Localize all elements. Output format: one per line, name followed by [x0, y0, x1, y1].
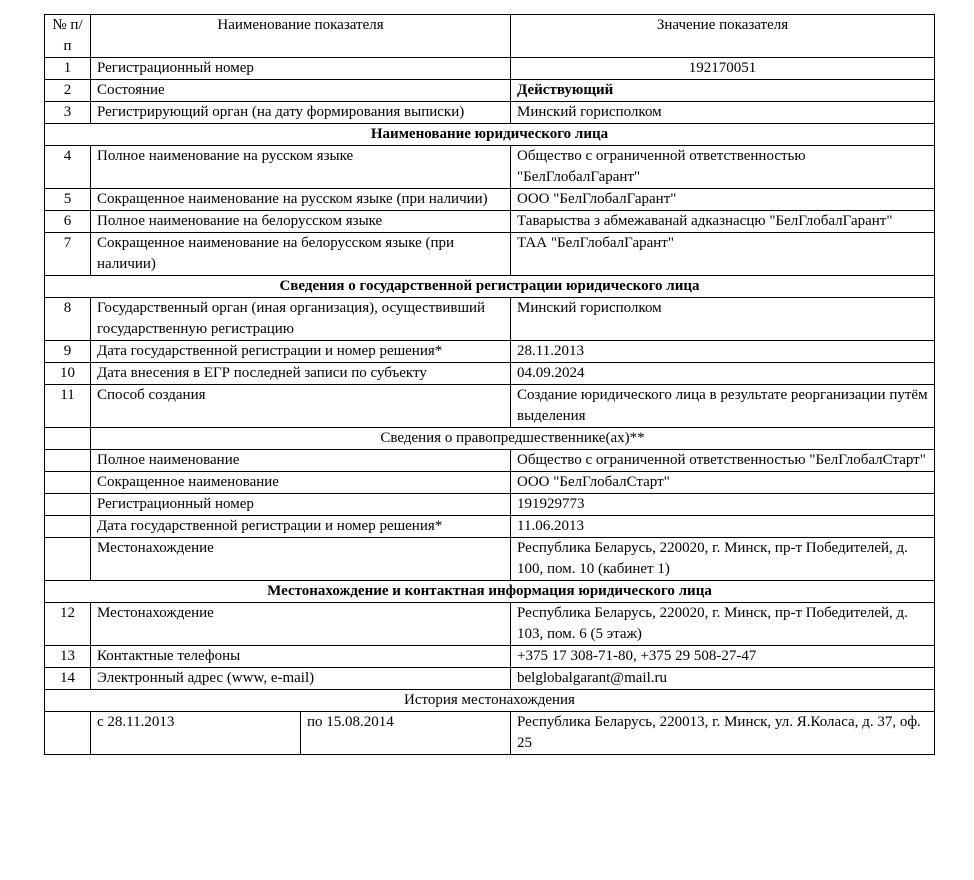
- history-to-cell: по 15.08.2014: [301, 712, 511, 755]
- row-number-cell: 9: [45, 341, 91, 363]
- row-number-cell: 8: [45, 298, 91, 341]
- indicator-value-cell: 11.06.2013: [511, 516, 935, 538]
- indicator-name-cell: Состояние: [91, 80, 511, 102]
- row-number-cell: [45, 538, 91, 581]
- row-number-cell: 14: [45, 668, 91, 690]
- table-row: [45, 146, 935, 189]
- row-number-cell: 3: [45, 102, 91, 124]
- row-number-cell: 11: [45, 385, 91, 428]
- section-title-cell: Местонахождение и контактная информация юридического лица: [45, 581, 935, 603]
- table-row: [45, 80, 935, 102]
- row-number-cell: [45, 494, 91, 516]
- row-number-cell: 6: [45, 211, 91, 233]
- indicator-name-cell: Дата внесения в ЕГР последней записи по субъекту: [91, 363, 511, 385]
- indicator-name-cell: Сокращенное наименование на белорусском языке (при наличии): [91, 233, 511, 276]
- table-row: [45, 472, 935, 494]
- indicator-value-cell: 28.11.2013: [511, 341, 935, 363]
- indicator-value-cell: Республика Беларусь, 220020, г. Минск, пр-т Победителей, д. 100, пом. 10 (кабинет 1): [511, 538, 935, 581]
- section-title-cell: Сведения о правопредшественнике(ах)**: [91, 428, 935, 450]
- indicator-name-cell: Полное наименование на белорусском языке: [91, 211, 511, 233]
- indicator-value-cell: Республика Беларусь, 220013, г. Минск, ул. Я.Коласа, д. 37, оф. 25: [511, 712, 935, 755]
- indicator-name-cell: Контактные телефоны: [91, 646, 511, 668]
- indicator-name-cell: Государственный орган (иная организация), осуществивший государственную регистрацию: [91, 298, 511, 341]
- indicator-value-cell: ООО "БелГлобалГарант": [511, 189, 935, 211]
- indicator-name-cell: Сокращенное наименование: [91, 472, 511, 494]
- indicator-value-cell: Действующий: [511, 80, 935, 102]
- history-row: [45, 712, 935, 755]
- section-title-cell: Наименование юридического лица: [45, 124, 935, 146]
- indicator-value-cell: Общество с ограниченной ответственностью "БелГлобалСтарт": [511, 450, 935, 472]
- indicator-name-cell: Регистрирующий орган (на дату формирования выписки): [91, 102, 511, 124]
- indicator-name-cell: Дата государственной регистрации и номер решения*: [91, 516, 511, 538]
- section-row: [45, 124, 935, 146]
- table-row: [45, 298, 935, 341]
- table-row: [45, 668, 935, 690]
- table-row: [45, 450, 935, 472]
- section-title-cell: Сведения о государственной регистрации юридического лица: [45, 276, 935, 298]
- table-row: [45, 494, 935, 516]
- section-row: [45, 428, 935, 450]
- history-from-cell: с 28.11.2013: [91, 712, 301, 755]
- indicator-value-cell: ТАА "БелГлобалГарант": [511, 233, 935, 276]
- table-row: [45, 516, 935, 538]
- table-row: [45, 211, 935, 233]
- table-row: [45, 538, 935, 581]
- indicator-value-cell: Республика Беларусь, 220020, г. Минск, пр-т Победителей, д. 103, пом. 6 (5 этаж): [511, 603, 935, 646]
- row-number-cell: 4: [45, 146, 91, 189]
- row-number-cell: 5: [45, 189, 91, 211]
- row-number-cell: [45, 428, 91, 450]
- indicator-name-cell: Способ создания: [91, 385, 511, 428]
- indicator-name-cell: Регистрационный номер: [91, 58, 511, 80]
- section-row: [45, 581, 935, 603]
- table-row: [45, 646, 935, 668]
- indicator-name-cell: Полное наименование: [91, 450, 511, 472]
- table-row: [45, 603, 935, 646]
- header-row: [45, 15, 935, 58]
- section-row: [45, 690, 935, 712]
- table-row: [45, 189, 935, 211]
- indicator-value-cell: 192170051: [511, 58, 935, 80]
- indicator-value-cell: Минский горисполком: [511, 298, 935, 341]
- indicator-value-cell: 191929773: [511, 494, 935, 516]
- table-row: [45, 363, 935, 385]
- indicator-name-cell: Местонахождение: [91, 538, 511, 581]
- row-number-cell: [45, 712, 91, 755]
- row-number-cell: 7: [45, 233, 91, 276]
- indicator-name-cell: Местонахождение: [91, 603, 511, 646]
- row-number-cell: 12: [45, 603, 91, 646]
- registry-table: [44, 14, 935, 755]
- indicator-value-cell: Общество с ограниченной ответственностью "БелГлобалГарант": [511, 146, 935, 189]
- row-number-cell: 2: [45, 80, 91, 102]
- indicator-value-cell: ООО "БелГлобалСтарт": [511, 472, 935, 494]
- row-number-cell: [45, 472, 91, 494]
- indicator-value-cell: 04.09.2024: [511, 363, 935, 385]
- table-row: [45, 233, 935, 276]
- row-number-cell: [45, 516, 91, 538]
- indicator-name-cell: Полное наименование на русском языке: [91, 146, 511, 189]
- indicator-value-cell: Таварыства з абмежаванай адказнасцю "БелГлобалГарант": [511, 211, 935, 233]
- col-header-value: Значение показателя: [511, 15, 935, 58]
- table-row: [45, 102, 935, 124]
- row-number-cell: 1: [45, 58, 91, 80]
- indicator-value-cell: +375 17 308-71-80, +375 29 508-27-47: [511, 646, 935, 668]
- section-row: [45, 276, 935, 298]
- indicator-name-cell: Дата государственной регистрации и номер решения*: [91, 341, 511, 363]
- table-row: [45, 58, 935, 80]
- indicator-name-cell: Сокращенное наименование на русском языке (при наличии): [91, 189, 511, 211]
- row-number-cell: [45, 450, 91, 472]
- indicator-name-cell: Электронный адрес (www, e-mail): [91, 668, 511, 690]
- col-header-num: № п/п: [45, 15, 91, 58]
- table-row: [45, 341, 935, 363]
- indicator-value-cell: Создание юридического лица в результате реорганизации путём выделения: [511, 385, 935, 428]
- col-header-name: Наименование показателя: [91, 15, 511, 58]
- row-number-cell: 10: [45, 363, 91, 385]
- section-title-cell: История местонахождения: [45, 690, 935, 712]
- indicator-value-cell: belglobalgarant@mail.ru: [511, 668, 935, 690]
- indicator-value-cell: Минский горисполком: [511, 102, 935, 124]
- row-number-cell: 13: [45, 646, 91, 668]
- table-row: [45, 385, 935, 428]
- indicator-name-cell: Регистрационный номер: [91, 494, 511, 516]
